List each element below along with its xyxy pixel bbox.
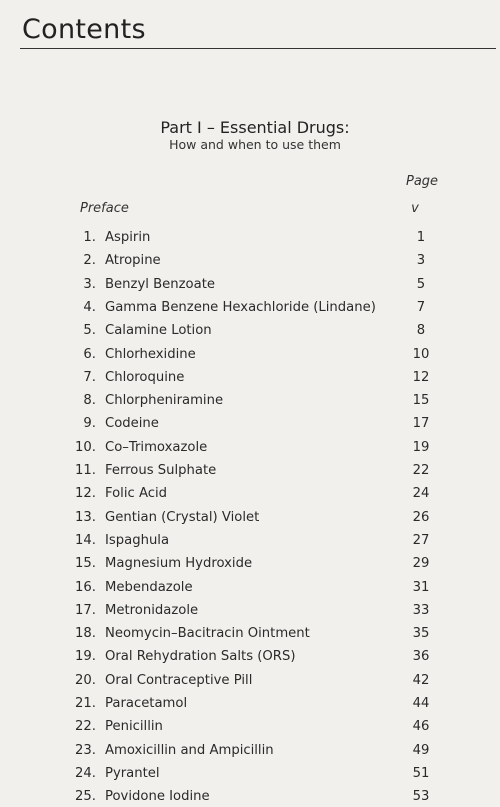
entry-page-number: 12 — [412, 369, 430, 385]
entry-page-number: 24 — [412, 486, 430, 502]
entry-number: 9. — [83, 416, 96, 432]
entry-title: Penicillin — [105, 719, 163, 735]
entry-number: 22. — [75, 719, 96, 735]
entry-title: Oral Contraceptive Pill — [105, 672, 253, 688]
entry-number: 2. — [83, 253, 96, 269]
preface-page-number: v — [411, 201, 419, 216]
toc-entry[interactable] — [0, 556, 500, 574]
toc-entry[interactable] — [0, 580, 500, 598]
entry-number: 6. — [83, 346, 96, 362]
toc-entry[interactable] — [0, 300, 500, 318]
entry-number: 25. — [75, 789, 96, 805]
entry-page-number: 17 — [412, 416, 430, 432]
toc-entry[interactable] — [0, 253, 500, 271]
entry-page-number: 3 — [416, 253, 426, 269]
entry-page-number: 53 — [412, 789, 430, 805]
toc-entry[interactable] — [0, 766, 500, 784]
entry-number: 4. — [83, 299, 96, 315]
entry-page-number: 8 — [416, 323, 426, 339]
entry-number: 7. — [83, 369, 96, 385]
entry-title: Folic Acid — [105, 486, 168, 502]
entry-page-number: 1 — [416, 230, 426, 245]
entry-number: 8. — [83, 393, 96, 409]
entry-title: Ferrous Sulphate — [105, 463, 217, 478]
entry-page-number: 44 — [412, 696, 430, 711]
entry-number: 17. — [75, 602, 96, 618]
entry-title: Ispaghula — [105, 532, 170, 548]
title-divider — [20, 48, 496, 49]
page-title: Contents — [22, 14, 146, 45]
toc-entry[interactable] — [0, 510, 500, 528]
entry-number: 14. — [75, 532, 96, 548]
entry-page-number: 27 — [412, 532, 430, 548]
entry-number: 11. — [75, 463, 96, 478]
part-subtitle: How and when to use them — [169, 137, 341, 152]
entry-number: 3. — [83, 276, 96, 292]
entry-title: Neomycin–Bacitracin Ointment — [105, 626, 310, 642]
toc-entry[interactable] — [0, 743, 500, 761]
entry-page-number: 42 — [412, 672, 430, 688]
entry-page-number: 19 — [412, 439, 430, 455]
entry-title: Gentian (Crystal) Violet — [105, 509, 260, 525]
toc-entry[interactable] — [0, 277, 500, 295]
entry-page-number: 29 — [412, 556, 430, 572]
entry-title: Co–Trimoxazole — [105, 439, 208, 455]
toc-entry[interactable] — [0, 603, 500, 621]
toc-entry[interactable] — [0, 370, 500, 388]
entry-title: Atropine — [105, 253, 161, 269]
entry-number: 20. — [75, 672, 96, 688]
toc-entry[interactable] — [0, 440, 500, 458]
toc-entry[interactable] — [0, 696, 500, 714]
entry-title: Oral Rehydration Salts (ORS) — [105, 649, 296, 665]
entry-page-number: 15 — [412, 393, 430, 409]
entry-page-number: 51 — [412, 765, 430, 781]
toc-entry[interactable] — [0, 533, 500, 551]
toc-entry[interactable] — [0, 463, 500, 481]
entry-number: 10. — [75, 439, 96, 455]
part-title: Part I – Essential Drugs: — [160, 118, 350, 137]
entry-number: 18. — [75, 626, 96, 642]
toc-entry[interactable] — [0, 626, 500, 644]
entry-page-number: 35 — [412, 626, 430, 642]
entry-page-number: 10 — [412, 346, 430, 362]
entry-title: Pyrantel — [105, 765, 160, 781]
toc-entry[interactable] — [0, 323, 500, 341]
entry-page-number: 49 — [412, 742, 430, 758]
entry-page-number: 36 — [412, 649, 430, 665]
toc-entry[interactable] — [0, 230, 500, 248]
entry-title: Paracetamol — [105, 696, 188, 711]
entry-page-number: 7 — [416, 299, 426, 315]
page-column-header: Page — [406, 174, 439, 189]
toc-entry[interactable] — [0, 789, 500, 807]
toc-entry[interactable] — [0, 393, 500, 411]
entry-title: Calamine Lotion — [105, 323, 212, 339]
preface-label: Preface — [80, 201, 129, 216]
entry-title: Povidone Iodine — [105, 789, 210, 805]
entry-title: Chlorhexidine — [105, 346, 196, 362]
entry-page-number: 33 — [412, 602, 430, 618]
entry-page-number: 31 — [412, 579, 430, 595]
entry-number: 24. — [75, 765, 96, 781]
preface-entry[interactable] — [0, 201, 500, 219]
toc-entry[interactable] — [0, 416, 500, 434]
entry-page-number: 22 — [412, 463, 430, 478]
entry-number: 16. — [75, 579, 96, 595]
entry-title: Mebendazole — [105, 579, 193, 595]
toc-entry[interactable] — [0, 673, 500, 691]
entry-number: 23. — [75, 742, 96, 758]
entry-number: 1. — [83, 230, 96, 245]
entry-title: Chloroquine — [105, 369, 185, 385]
entry-page-number: 46 — [412, 719, 430, 735]
entry-title: Aspirin — [105, 230, 151, 245]
entry-page-number: 5 — [416, 276, 426, 292]
entry-number: 19. — [75, 649, 96, 665]
entry-title: Chlorpheniramine — [105, 393, 224, 409]
entry-title: Metronidazole — [105, 602, 199, 618]
entry-number: 12. — [75, 486, 96, 502]
toc-entry[interactable] — [0, 719, 500, 737]
toc-entry[interactable] — [0, 649, 500, 667]
entry-title: Gamma Benzene Hexachloride (Lindane) — [105, 299, 376, 315]
entry-number: 5. — [83, 323, 96, 339]
entry-title: Amoxicillin and Ampicillin — [105, 742, 274, 758]
entry-title: Magnesium Hydroxide — [105, 556, 253, 572]
toc-entry[interactable] — [0, 347, 500, 365]
entry-page-number: 26 — [412, 509, 430, 525]
entry-number: 15. — [75, 556, 96, 572]
entry-title: Benzyl Benzoate — [105, 276, 215, 292]
entry-number: 21. — [75, 696, 96, 711]
entry-number: 13. — [75, 509, 96, 525]
toc-entry[interactable] — [0, 486, 500, 504]
entry-title: Codeine — [105, 416, 159, 432]
